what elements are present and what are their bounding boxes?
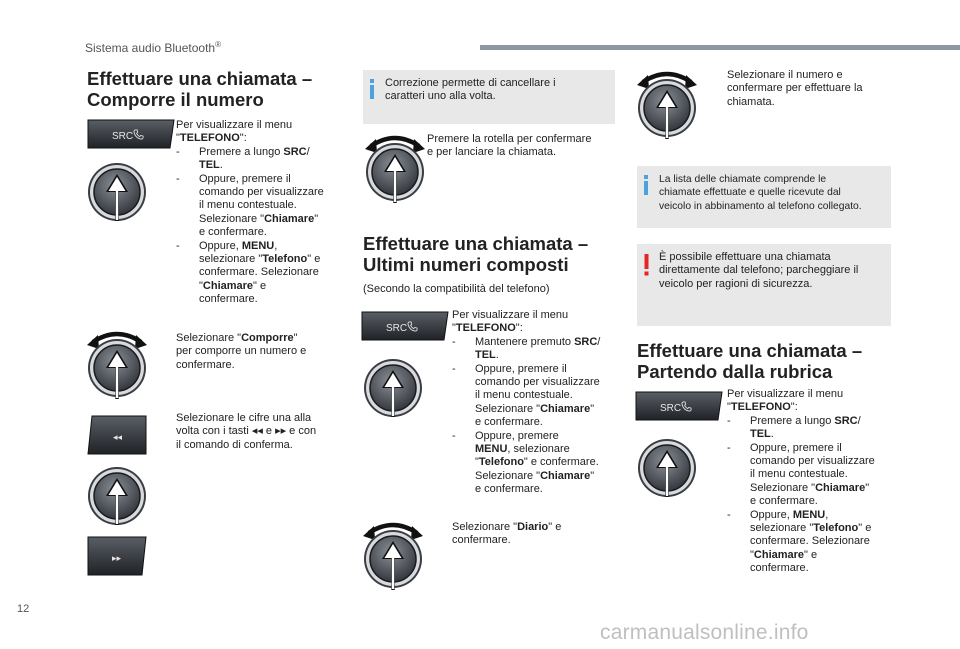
page-number: 12	[17, 603, 30, 615]
rewind-button-icon	[86, 414, 148, 456]
section-title-rubrica: Effettuare una chiamata – Partendo dalla rubrica	[637, 340, 863, 382]
section-title-comporre-numero: Effettuare una chiamata – Comporre il numero	[87, 68, 313, 110]
svg-text:◂◂: ◂◂	[113, 433, 123, 443]
src-tel-button-icon	[634, 390, 724, 422]
rotary-knob-press-icon	[87, 466, 147, 532]
rotary-knob-rotate-press-icon	[634, 68, 700, 142]
col1-telefono-instructions: Per visualizzare il menu "TELEFONO": - Premere a lungo SRC/ TEL. - Oppure, premere il comando per visualizzare il menu contestuale. Selezionare "Chiamare" e confermare. - Oppure, MENU, selezionare "Telefono" e confermare. Selezionare "Chiamare" e confermare.	[176, 119, 324, 306]
col1-comporre-instructions: Selezionare "Comporre" per comporre un numero e confermare.	[176, 332, 307, 371]
rotary-knob-press-icon	[363, 358, 423, 424]
src-tel-button-icon	[86, 118, 176, 150]
svg-text:▸▸: ▸▸	[112, 554, 122, 564]
rotary-knob-press-icon	[637, 438, 697, 504]
col2-diario-instructions: Selezionare "Diario" e confermare.	[452, 521, 562, 547]
compatibility-note: (Secondo la compatibilità del telefono)	[363, 283, 550, 295]
section-title-ultimi-numeri: Effettuare una chiamata – Ultimi numeri composti	[363, 233, 589, 275]
rotary-knob-rotate-press-icon	[362, 132, 428, 206]
info-icon	[370, 79, 374, 99]
col2-premere-rotella: Premere la rotella per confermare e per lanciare la chiamata.	[427, 133, 592, 159]
rotary-knob-rotate-press-icon	[84, 328, 150, 402]
col3-telefono-instructions: Per visualizzare il menu "TELEFONO": - Premere a lungo SRC/ TEL. - Oppure, premere il comando per visualizzare il menu contestuale. Selezionare "Chiamare" e confermare. - Oppure, MENU, selezionare "Telefono" e confermare. Selezionare "Chiamare" e confermare.	[727, 388, 875, 575]
svg-text:SRC: SRC	[112, 131, 134, 142]
col1-cifre-instructions: Selezionare le cifre una alla volta con i tasti ◂◂ e ▸▸ e con il comando di conferma.	[176, 412, 317, 451]
src-tel-button-icon	[360, 310, 450, 342]
info-icon	[644, 175, 648, 195]
svg-text:SRC: SRC	[386, 323, 408, 334]
forward-button-icon	[86, 535, 148, 577]
rotary-knob-rotate-press-icon	[360, 519, 426, 593]
info-note-correzione: Correzione permette di cancellare i caratteri uno alla volta.	[363, 70, 615, 124]
warning-icon	[644, 254, 648, 274]
col2-telefono-instructions: Per visualizzare il menu "TELEFONO": - Mantenere premuto SRC/ TEL. - Oppure, premere il comando per visualizzare il menu contestuale. Selezionare "Chiamare" e confermare. - Oppure, premere MENU, selezionare "Telefono" e confermare. Selezionare "Chiamare" e confermare.	[452, 309, 601, 496]
svg-text:SRC: SRC	[660, 403, 682, 414]
col3-selezionare-numero: Selezionare il numero e confermare per effettuare la chiamata.	[727, 69, 863, 108]
watermark: carmanualsonline.info	[600, 621, 809, 644]
page-header-title: Sistema audio Bluetooth®	[85, 40, 221, 55]
header-bar	[480, 45, 960, 50]
rotary-knob-press-icon	[87, 162, 147, 228]
warning-note-sicurezza: È possibile effettuare una chiamata direttamente dal telefono; parcheggiare il veicolo per ragioni di sicurezza.	[637, 244, 891, 326]
info-note-lista-chiamate: La lista delle chiamate comprende le chiamate effettuate e quelle ricevute dal veicolo in abbinamento al telefono collegato.	[637, 166, 891, 228]
